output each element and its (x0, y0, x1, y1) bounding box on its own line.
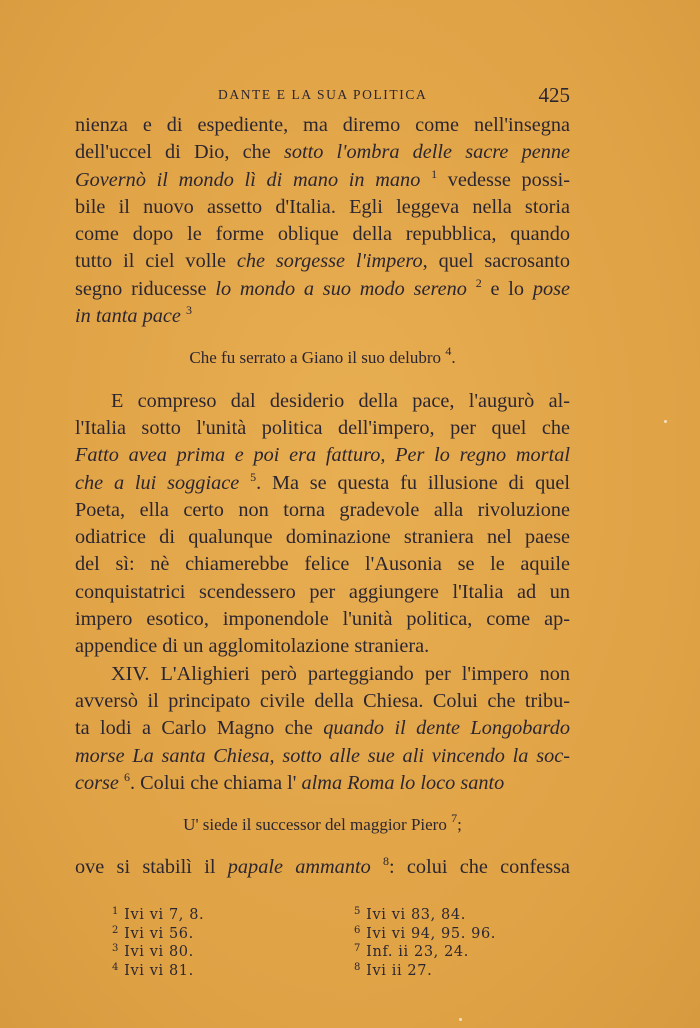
italic-quotation: quando il dente Longobardo (323, 717, 570, 740)
footnotes-left-column (112, 906, 204, 980)
text-line (75, 248, 570, 275)
text-line (75, 415, 570, 442)
text-line (75, 194, 570, 221)
footnote-text: Ivi vi 7, 8. (118, 907, 205, 923)
text-run: . (451, 348, 456, 368)
paper-speck (459, 1018, 462, 1021)
page-number: 425 (538, 83, 570, 107)
paragraph-1 (75, 112, 570, 330)
footnote-ref: 7 (451, 811, 458, 826)
text-run: impero esotico, imponendole l'unità politica, come ap- (75, 608, 570, 631)
text-run: E compreso dal desiderio della pace, l'augurò al- (111, 389, 570, 412)
text-line (75, 524, 570, 551)
text-run: tutto il ciel volle (75, 250, 237, 273)
footnote-item (354, 925, 496, 944)
text-line (75, 606, 570, 633)
text-run: Che fu serrato a Giano il suo delubro (189, 348, 446, 368)
text-line (75, 344, 570, 371)
text-run: U' siede il successor del maggior Piero (183, 815, 452, 835)
text-line (75, 139, 570, 166)
italic-quotation: corse (75, 771, 119, 794)
text-line (75, 811, 570, 838)
footnote-text: Ivi vi 56. (118, 925, 194, 942)
paragraph-2 (75, 388, 570, 797)
verse-quote-1 (75, 344, 570, 371)
text-run: l'Italia sotto l'unità politica dell'impero, per quel che (75, 416, 570, 439)
text-run: vedesse possi- (437, 168, 570, 191)
text-line (75, 221, 570, 248)
text-run: odiatrice di qualunque dominazione straniera nel paese (75, 526, 570, 549)
text-line (75, 715, 570, 742)
footnote-number: 6 (354, 924, 361, 936)
footnote-item (354, 906, 496, 925)
footnote-text: Inf. ii 23, 24. (360, 944, 469, 960)
text-line (75, 167, 570, 194)
text-line (75, 551, 570, 578)
text-line (75, 470, 570, 497)
verse-quote-2 (75, 811, 570, 838)
italic-quotation: Fatto avea prima e poi era fatturo, Per lo regno mortal (75, 444, 570, 467)
text-run: segno riducesse (75, 277, 216, 300)
running-title: DANTE E LA SUA POLITICA (218, 87, 428, 102)
italic-quotation: che a lui soggiace (75, 471, 240, 494)
footnote-text: Ivi vi 83, 84. (360, 907, 466, 923)
footnote-ref: 8 (383, 854, 390, 869)
text-run: : colui che confessa (389, 856, 570, 879)
footnote-item (354, 943, 496, 962)
italic-quotation: alma Roma lo loco santo (301, 771, 505, 794)
text-line (75, 276, 570, 303)
text-run: avversò il principato civile della Chiesa. Colui che tribu- (75, 689, 570, 712)
text-line (75, 688, 570, 715)
text-line (75, 743, 570, 770)
text-run: . Ma se questa fu illusione di quel (256, 471, 571, 494)
italic-quotation: morse La santa Chiesa, sotto alle sue ali vincendo la soc- (75, 744, 570, 767)
text-run: . Colui che chiama l' (130, 771, 302, 794)
text-line (75, 579, 570, 606)
footnote-item (112, 962, 204, 981)
footnote-item (112, 906, 204, 925)
footnote-text: Ivi vi 94, 95. 96. (360, 925, 496, 942)
text-line (75, 661, 570, 688)
text-run: XIV. L'Alighieri però parteggiando per l'impero non (111, 662, 570, 685)
text-run: come dopo le forme oblique della repubblica, quando (75, 223, 570, 246)
footnote-number: 7 (354, 943, 361, 954)
footnote-ref: 6 (124, 769, 131, 784)
footnote-number: 5 (354, 906, 361, 917)
text-run: ove si stabilì il (75, 856, 228, 879)
paragraph-3 (75, 854, 570, 881)
text-line (75, 497, 570, 524)
text-line (75, 770, 570, 797)
body-text (75, 112, 570, 882)
italic-quotation: sotto l'ombra delle sacre penne (283, 141, 570, 164)
text-run: conquistatrici scendessero per aggiungere l'Italia ad un (75, 580, 570, 603)
footnote-item (112, 943, 204, 962)
footnote-ref: 1 (431, 166, 438, 181)
footnote-ref: 4 (445, 344, 452, 359)
footnote-text: Ivi vi 80. (118, 944, 194, 960)
italic-quotation: lo mondo a suo modo sereno (215, 277, 467, 300)
footnote-text: Ivi ii 27. (360, 962, 433, 979)
text-run: , quel sacrosanto (422, 250, 570, 273)
text-line (75, 633, 570, 660)
italic-quotation: pose (532, 277, 570, 300)
footnote-number: 3 (112, 943, 119, 954)
page-header (75, 83, 570, 113)
text-run: ta lodi a Carlo Magno che (75, 717, 324, 740)
footnote-number: 8 (354, 961, 361, 973)
italic-quotation: che sorgesse l'impero (236, 250, 423, 273)
footnote-text: Ivi vi 81. (118, 962, 194, 979)
italic-quotation: in tanta pace (75, 305, 181, 328)
text-line (75, 854, 570, 881)
text-run (239, 472, 250, 494)
text-run: del sì: nè chiamerebbe felice l'Ausonia se le aquile (75, 553, 570, 576)
text-line (75, 388, 570, 415)
text-line (75, 303, 570, 330)
italic-quotation: Governò il mondo lì di mano in mano (75, 168, 421, 191)
text-run: ; (457, 815, 462, 835)
text-run: appendice di un agglomitolazione straniera. (75, 635, 430, 658)
footnote-number: 1 (112, 906, 119, 917)
paper-speck (664, 420, 667, 423)
text-line (75, 112, 570, 139)
text-run: Poeta, ella certo non torna gradevole alla rivoluzione (75, 498, 570, 521)
italic-quotation: papale ammanto (227, 856, 371, 879)
text-run: bile il nuovo assetto d'Italia. Egli leggeva nella storia (75, 195, 570, 218)
text-run (371, 856, 383, 878)
text-run (467, 278, 476, 300)
footnote-ref: 3 (185, 303, 192, 318)
text-run: nienza e di espediente, ma diremo come nell'insegna (75, 114, 570, 136)
footnote-number: 2 (112, 924, 119, 936)
footnote-ref: 2 (475, 275, 482, 290)
text-line (75, 442, 570, 469)
footnote-ref: 5 (250, 469, 257, 484)
text-run: dell'uccel di Dio, che (75, 141, 284, 164)
footnote-item (112, 925, 204, 944)
footnote-item (354, 962, 496, 981)
text-run (420, 169, 431, 191)
footnotes-right-column (354, 906, 496, 980)
text-run: e lo (481, 277, 533, 300)
footnote-number: 4 (112, 961, 119, 973)
